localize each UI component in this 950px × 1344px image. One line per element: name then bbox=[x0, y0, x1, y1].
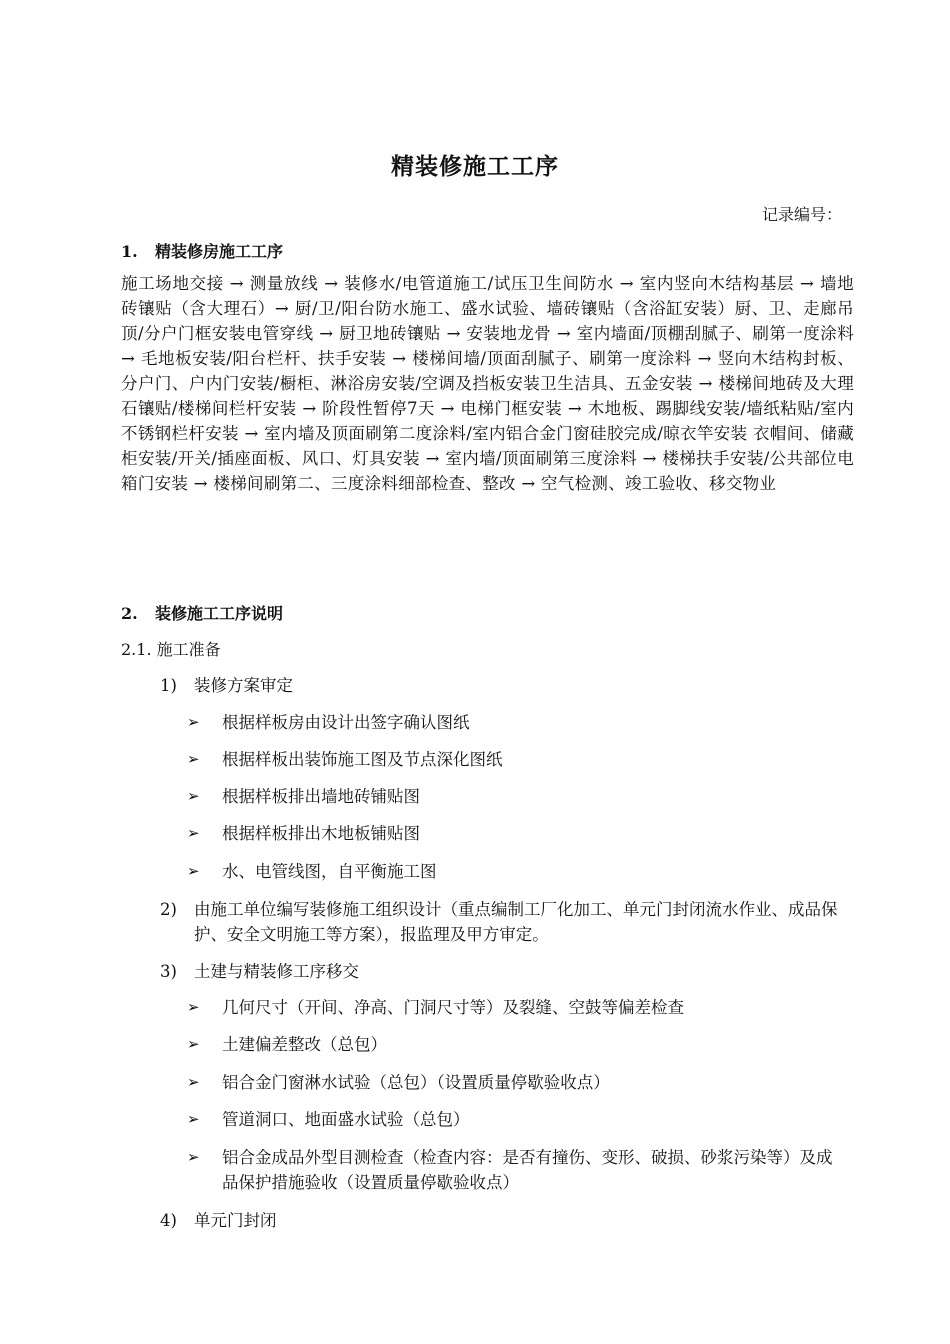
bullet-text: 根据样板排出墙地砖铺贴图 bbox=[222, 787, 420, 806]
bullet-item bbox=[187, 859, 847, 884]
list-item-number: 3) bbox=[160, 962, 177, 981]
list-item-1 bbox=[160, 673, 854, 698]
section-1-number: 1. bbox=[121, 242, 138, 261]
bullet-arrow-icon: ➢ bbox=[187, 713, 200, 731]
bullet-arrow-icon: ➢ bbox=[187, 824, 200, 842]
bullet-item bbox=[187, 710, 847, 735]
list-item-2 bbox=[160, 897, 854, 947]
list-item-4 bbox=[160, 1208, 854, 1233]
section-1-title: 精装修房施工工序 bbox=[155, 242, 284, 261]
bullet-text: 铝合金成品外型目测检查（检查内容：是否有撞伤、变形、破损、砂浆污染等）及成品保护措施验收（设置质量停歇验收点） bbox=[222, 1148, 833, 1192]
bullet-item bbox=[187, 1145, 847, 1195]
bullet-item bbox=[187, 995, 847, 1020]
bullet-text: 几何尺寸（开间、净高、门洞尺寸等）及裂缝、空鼓等偏差检查 bbox=[222, 998, 684, 1017]
section-2-title: 装修施工工序说明 bbox=[155, 604, 284, 623]
list-item-3 bbox=[160, 959, 854, 984]
bullet-item bbox=[187, 1107, 847, 1132]
list-item-number: 4) bbox=[160, 1211, 177, 1230]
bullet-text: 水、电管线图，自平衡施工图 bbox=[222, 862, 437, 881]
section-2-heading bbox=[121, 601, 283, 624]
bullet-item bbox=[187, 821, 847, 846]
bullet-text: 铝合金门窗淋水试验（总包）（设置质量停歇验收点） bbox=[222, 1073, 610, 1092]
section-2-number: 2. bbox=[121, 604, 138, 623]
list-item-text: 土建与精装修工序移交 bbox=[194, 962, 359, 981]
bullet-item bbox=[187, 1032, 847, 1057]
list-item-number: 1) bbox=[160, 676, 177, 695]
bullet-item bbox=[187, 747, 847, 772]
page-title: 精装修施工工序 bbox=[391, 153, 559, 180]
bullet-arrow-icon: ➢ bbox=[187, 750, 200, 768]
bullet-arrow-icon: ➢ bbox=[187, 998, 200, 1016]
bullet-text: 根据样板出装饰施工图及节点深化图纸 bbox=[222, 750, 503, 769]
list-item-text: 装修方案审定 bbox=[194, 676, 293, 695]
section-1-heading bbox=[121, 239, 283, 262]
bullet-item bbox=[187, 784, 847, 809]
bullet-arrow-icon: ➢ bbox=[187, 1148, 200, 1166]
section-1-paragraph: 施工场地交接 → 测量放线 → 装修水/电管道施工/试压卫生间防水 → 室内竖向木结构基层 → 墙地砖镶贴（含大理石）→ 厨/卫/阳台防水施工、盛水试验、墙砖镶贴（含浴缸安装）厨、卫、走廊吊顶/分户门框安装电管穿线 → 厨卫地砖镶贴 → 安装地龙骨 → 室内墙面/顶棚刮腻子、刷第一度涂料 → 毛地板安装/阳台栏杆、扶手安装 → 楼梯间墙/顶面刮腻子、刷第一度涂料 → 竖向木结构封板、分户门、户内门安装/橱柜、淋浴房安装/空调及挡板安装卫生洁具、五金安装 → 楼梯间地砖及大理石镶贴/楼梯间栏杆安装 → 阶段性暂停7天 → 电梯门框安装 → 木地板、踢脚线安装/墙纸粘贴/室内不锈钢栏杆安装 → 室内墙及顶面刷第二度涂料/室内铝合金门窗硅胶完成/晾衣竿安装 衣帽间、储藏柜安装/开关/插座面板、风口、灯具安装 → 室内墙/顶面刷第三度涂料 → 楼梯扶手安装/公共部位电箱门安装 → 楼梯间刷第二、三度涂料细部检查、整改 → 空气检测、竣工验收、移交物业 bbox=[121, 274, 854, 493]
bullet-arrow-icon: ➢ bbox=[187, 1073, 200, 1091]
bullet-arrow-icon: ➢ bbox=[187, 1035, 200, 1053]
bullet-text: 根据样板房由设计出签字确认图纸 bbox=[222, 713, 470, 732]
bullet-text: 管道洞口、地面盛水试验（总包） bbox=[222, 1110, 470, 1129]
list-item-text: 单元门封闭 bbox=[194, 1211, 277, 1230]
bullet-arrow-icon: ➢ bbox=[187, 862, 200, 880]
bullet-text: 土建偏差整改（总包） bbox=[222, 1035, 387, 1054]
bullet-arrow-icon: ➢ bbox=[187, 787, 200, 805]
record-number-label: 记录编号： bbox=[761, 205, 842, 224]
subsection-2-1-heading: 2.1. 施工准备 bbox=[121, 640, 221, 659]
list-item-number: 2) bbox=[160, 900, 177, 919]
bullet-item bbox=[187, 1070, 847, 1095]
bullet-arrow-icon: ➢ bbox=[187, 1110, 200, 1128]
bullet-text: 根据样板排出木地板铺贴图 bbox=[222, 824, 420, 843]
list-item-text: 由施工单位编写装修施工组织设计（重点编制工厂化加工、单元门封闭流水作业、成品保护、安全文明施工等方案），报监理及甲方审定。 bbox=[194, 900, 838, 944]
